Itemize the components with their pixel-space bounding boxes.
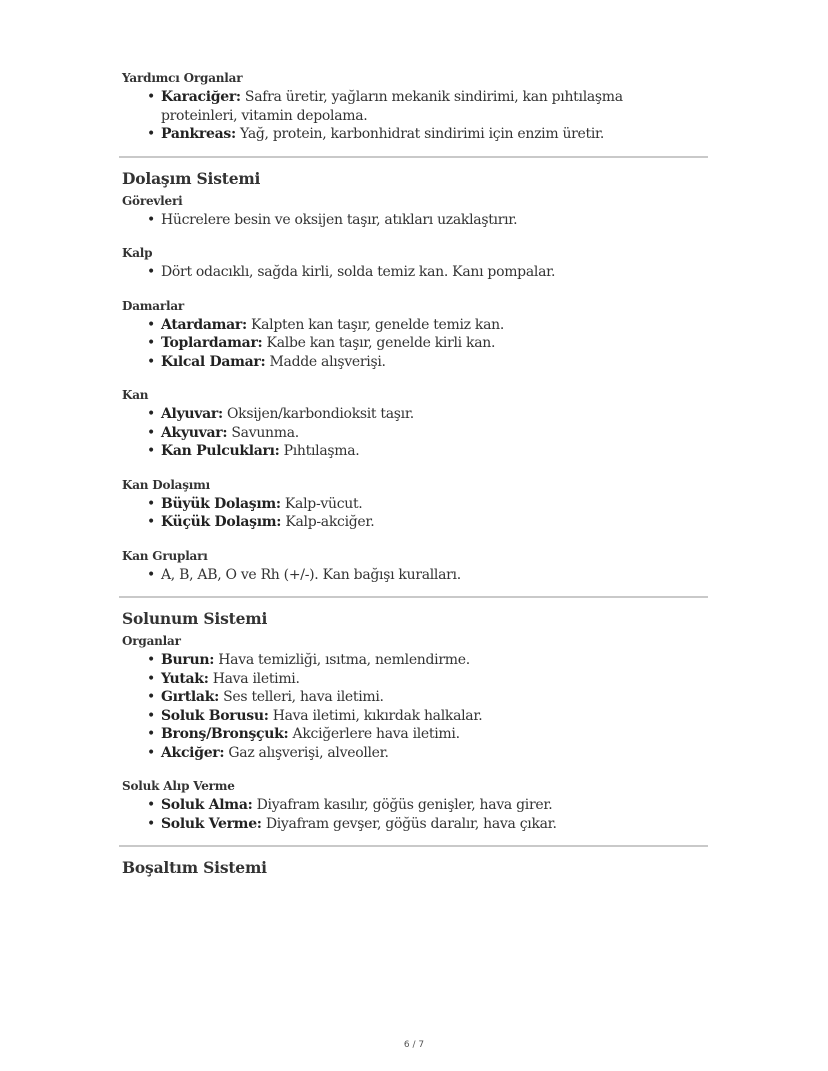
list-item [161,725,709,744]
definition: Kalbe kan taşır, genelde kirli kan. [262,335,496,351]
list-item [161,513,709,532]
list-item [161,670,709,689]
bullet-list [119,211,709,230]
definition: Hücrelere besin ve oksijen taşır, atıkları uzaklaştırır. [161,211,518,228]
definition: Safra üretir, yağların mekanik sindirimi, kan pıhtılaşma proteinleri, vitamin depolama. [161,89,623,124]
bullet-list [119,88,709,144]
term: Burun: [161,652,215,668]
list-item [161,815,709,834]
list-item [161,651,709,670]
list-item [161,424,709,443]
definition: Akciğerlere hava iletimi. [288,726,460,742]
page-number: 6 / 7 [403,1040,425,1050]
subsection-kan-gruplari [119,548,709,585]
bullet-list [119,651,709,762]
term: Akyuvar: [161,424,228,441]
section-divider [119,845,708,847]
definition: Diyafram gevşer, göğüs daralır, hava çıkar. [261,815,557,832]
subsection-organlar [119,633,709,762]
document-page [119,70,709,882]
subsection-gorevleri [119,193,709,230]
subsection-title: Damarlar [122,298,185,313]
subsection-kan-dolasimi [119,477,709,532]
definition: Pıhtılaşma. [279,443,360,459]
subsection-yardimci-organlar [119,70,709,144]
subsection-soluk-alip-verme [119,778,709,833]
bullet-list [119,263,709,282]
section-title-bosaltim: Boşaltım Sistemi [122,858,267,877]
section-divider [119,596,708,598]
subsection-title: Kan Grupları [122,548,208,563]
term: Alyuvar: [161,406,223,422]
term: Akciğer: [161,744,225,761]
bullet-list [119,566,709,585]
list-item [161,707,709,726]
subsection-title: Kan [122,388,149,402]
definition: Hava temizliği, ısıtma, nemlendirme. [214,652,470,668]
term: Soluk Alma: [161,797,253,813]
list-item [161,796,709,815]
list-item [161,88,709,125]
subsection-title: Görevleri [122,193,183,208]
term: Kan Pulcukları: [161,443,280,459]
bullet-list [119,796,709,833]
list-item [161,442,709,461]
list-item [161,495,709,514]
term: Küçük Dolaşım: [161,514,282,530]
term: Atardamar: [161,316,247,333]
definition: Diyafram kasılır, göğüs genişler, hava girer. [252,797,553,813]
subsection-damarlar [119,298,709,372]
definition: Hava iletimi, kıkırdak halkalar. [268,707,483,724]
list-item [161,566,709,585]
list-item [161,744,709,763]
list-item [161,688,709,707]
list-item [161,334,709,353]
bullet-list [119,405,709,461]
term: Soluk Verme: [161,815,262,832]
term: Büyük Dolaşım: [161,495,281,512]
subsection-title: Soluk Alıp Verme [122,779,235,793]
definition: Madde alışverişi. [265,353,386,370]
term: Kılcal Damar: [161,353,266,370]
bullet-list [119,316,709,372]
bullet-list [119,495,709,532]
section-divider [119,156,708,158]
list-item [161,353,709,372]
term: Toplardamar: [161,335,263,351]
definition: Dört odacıklı, sağda kirli, solda temiz kan. Kanı pompalar. [161,264,556,280]
definition: Ses telleri, hava iletimi. [218,689,384,705]
definition: Savunma. [227,424,299,441]
section-title-solunum: Solunum Sistemi [122,609,268,628]
definition: Oksijen/karbondioksit taşır. [222,406,414,422]
list-item [161,125,709,144]
subsection-title: Organlar [122,634,181,648]
definition: Yağ, protein, karbonhidrat sindirimi için enzim üretir. [235,126,605,142]
definition: Kalpten kan taşır, genelde temiz kan. [246,316,504,333]
subsection-title: Kan Dolaşımı [122,477,211,492]
subsection-kan [119,387,709,461]
term: Karaciğer: [161,89,241,105]
definition: Gaz alışverişi, alveoller. [224,744,389,761]
list-item [161,263,709,282]
term: Soluk Borusu: [161,707,269,724]
term: Gırtlak: [161,689,219,705]
list-item [161,405,709,424]
list-item [161,316,709,335]
term: Yutak: [161,670,209,687]
definition: Kalp-akciğer. [281,514,375,530]
definition: Kalp-vücut. [280,495,363,512]
term: Pankreas: [161,126,236,142]
subsection-title: Kalp [122,246,153,260]
section-title-dolasim: Dolaşım Sistemi [122,168,261,188]
definition: Hava iletimi. [208,670,300,687]
list-item [161,211,709,230]
subsection-title: Yardımcı Organlar [122,71,243,85]
term: Bronş/Bronşçuk: [161,726,289,742]
definition: A, B, AB, O ve Rh (+/-). Kan bağışı kuralları. [161,566,461,583]
subsection-kalp [119,245,709,282]
